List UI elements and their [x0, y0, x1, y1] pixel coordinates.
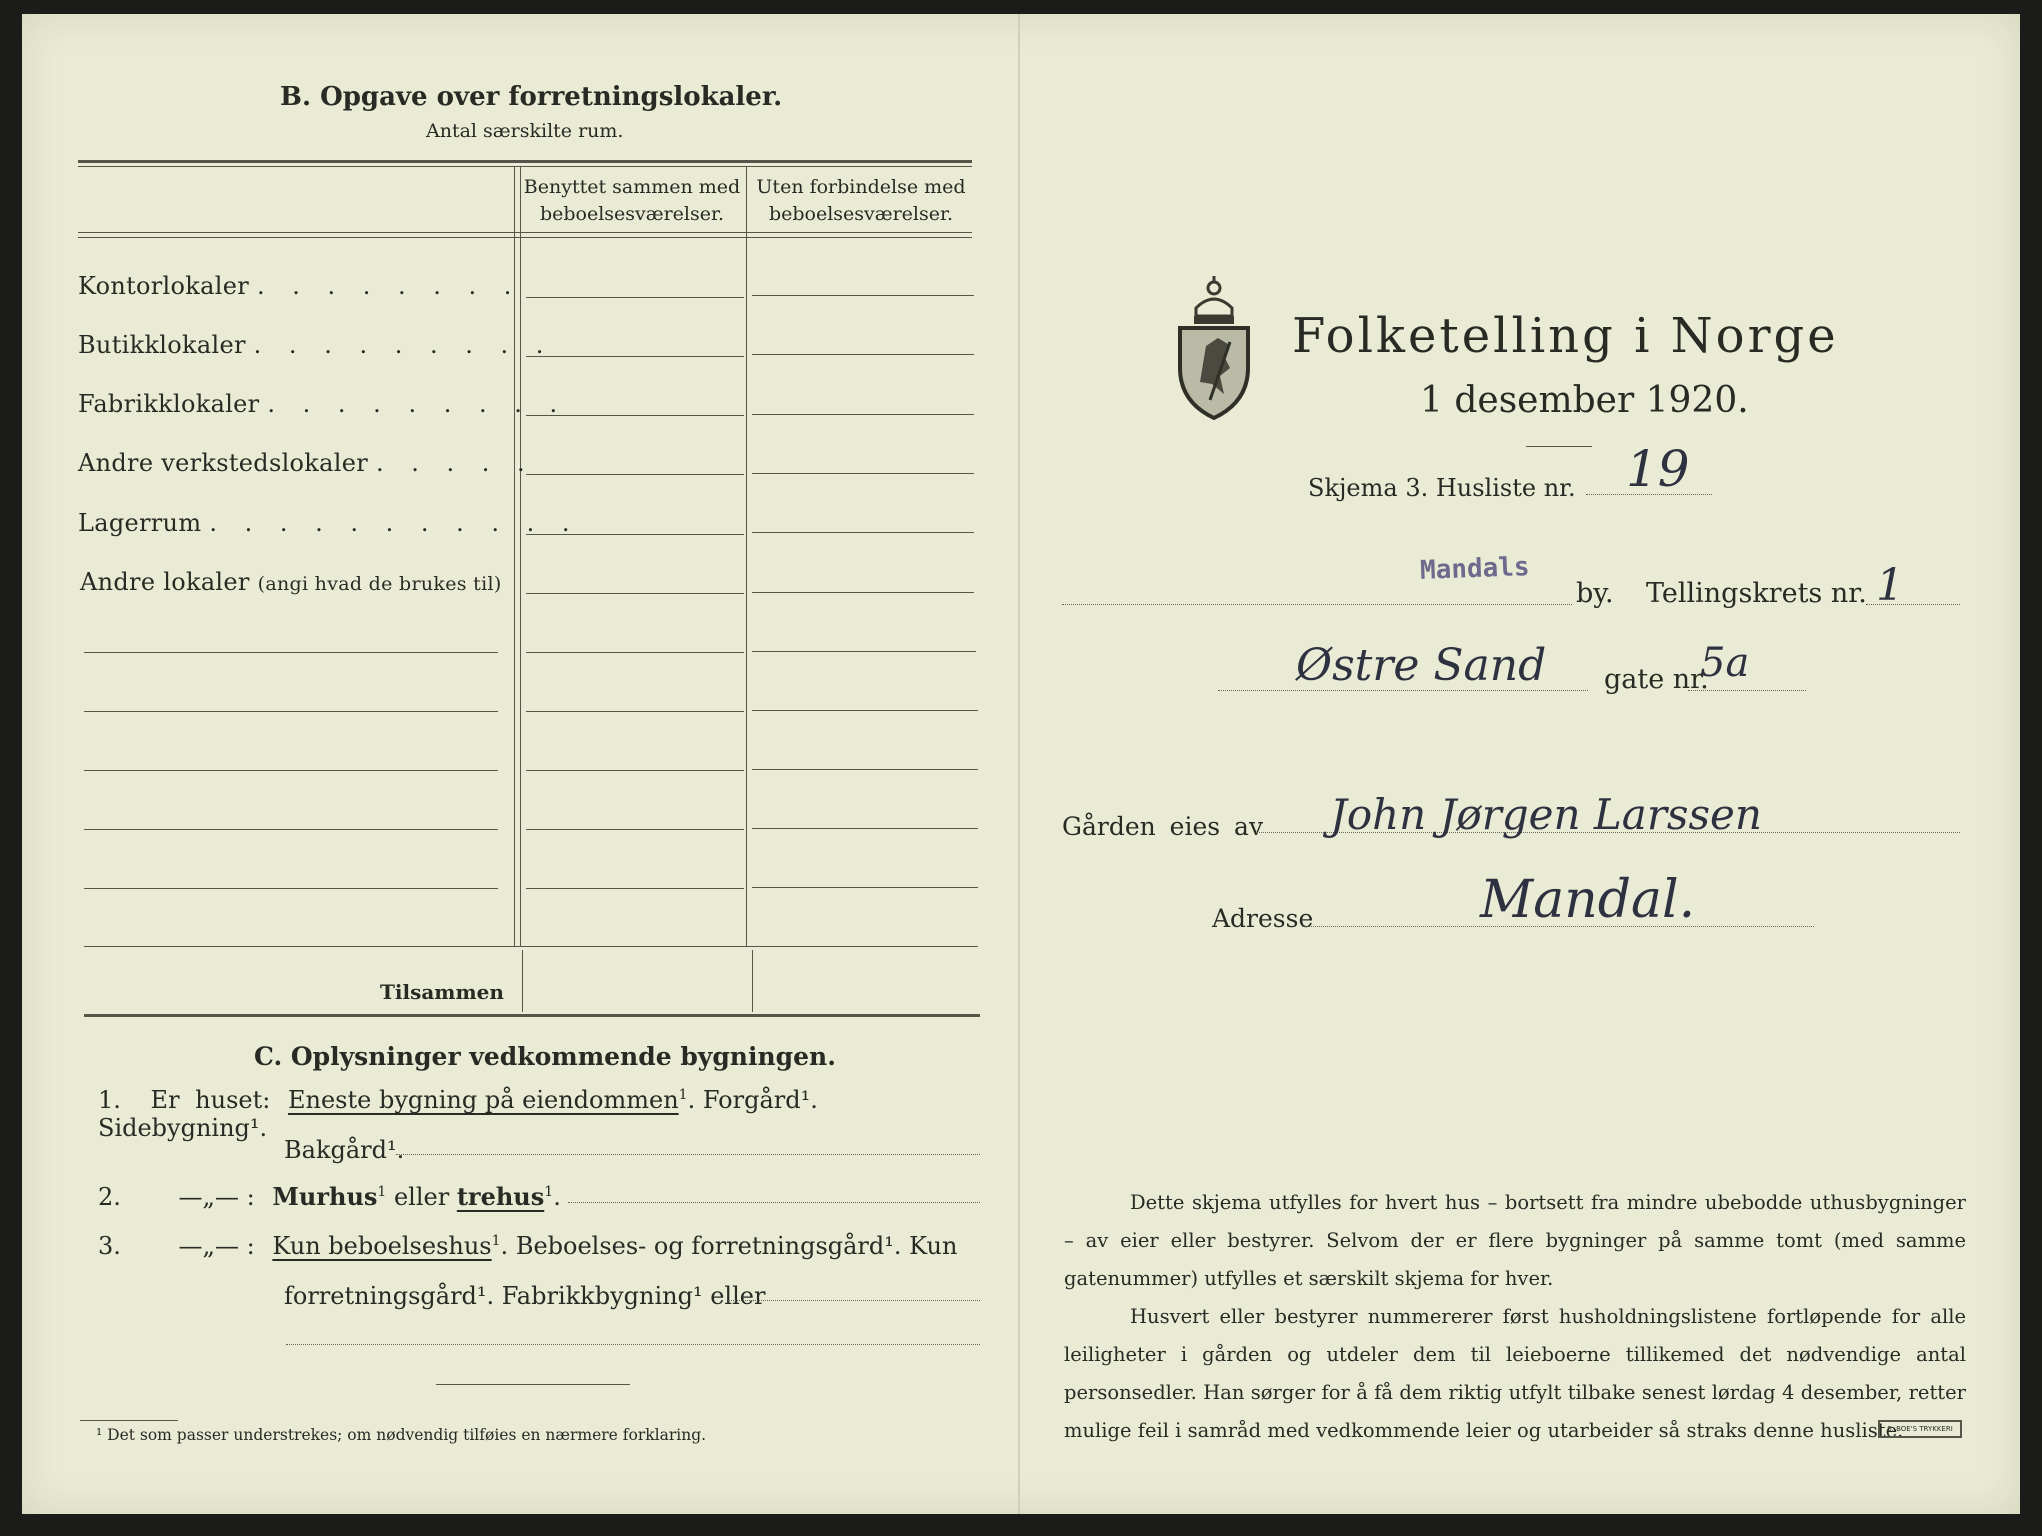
col2-header-line2: beboelsesværelser.	[768, 203, 954, 225]
coat-of-arms-icon	[1172, 272, 1256, 422]
form-date: 1 desember 1920.	[1420, 380, 1749, 421]
tellingskrets-nr-value[interactable]: 1	[1876, 560, 1904, 611]
page-fold	[1018, 14, 1020, 1514]
row-label-lagerrum: Lagerrum . . . . . . . . . . .	[78, 509, 580, 537]
section-b-title: B. Opgave over forretningslokaler.	[280, 82, 783, 112]
q3-option-underlined[interactable]: Kun beboelseshus	[272, 1232, 492, 1260]
husliste-nr-value[interactable]: 19	[1626, 440, 1690, 498]
address-value[interactable]: Mandal.	[1480, 870, 1696, 930]
printer-mark: S. BOE'S TRYKKERI	[1878, 1420, 1962, 1438]
street-line	[1218, 690, 1588, 691]
dot-leader: . . . . . . . . .	[253, 331, 554, 359]
dot-leader: . . . . . . . .	[256, 272, 522, 300]
cell-line	[752, 710, 978, 711]
col2-header	[750, 174, 972, 228]
q3-fill-line-2	[286, 1344, 980, 1345]
q1-line2: Bakgård¹.	[284, 1136, 405, 1164]
street-value[interactable]: Østre Sand	[1296, 640, 1547, 691]
section-b-subtitle: Antal særskilte rum.	[426, 120, 624, 142]
owner-value[interactable]: John Jørgen Larssen	[1330, 790, 1762, 839]
other-room-line	[84, 652, 498, 653]
total-top-rule	[84, 946, 978, 947]
husliste-nr-line	[1586, 494, 1712, 495]
cell-line	[526, 652, 744, 653]
owner-label: Gården eies av	[1062, 812, 1264, 841]
end-rule	[436, 1384, 630, 1385]
total-label: Tilsammen	[380, 980, 504, 1004]
cell-line	[526, 356, 744, 357]
col-divider-total-2	[752, 950, 753, 1012]
instruction-paragraph-1: Dette skjema utfylles for hvert hus – bortsett fra mindre ubebodde uthusbygninger – av eier eller bestyrer. Selvom der er flere bygninger på samme tomt (med samme gatenummer) utfylles et særskilt skjema for hver.	[1064, 1191, 1966, 1290]
q1-option-underlined[interactable]: Eneste bygning på eiendommen	[287, 1086, 679, 1114]
cell-line	[526, 711, 744, 712]
question-3: 3. —„— : Kun beboelseshus$^1$. Beboelses- og forretningsgård¹. Kun	[98, 1232, 958, 1260]
table-top-rule-2	[78, 166, 972, 167]
cell-line	[752, 651, 976, 652]
footnote-rule	[80, 1420, 178, 1421]
q3-fill-line	[728, 1300, 980, 1301]
cell-line	[752, 354, 974, 355]
row-label-andre-lokaler: Andre lokaler (angi hvad de brukes til)	[80, 568, 502, 596]
q3-prefix: —„— :	[178, 1232, 255, 1260]
cell-line	[526, 534, 744, 535]
city-line	[1062, 604, 1572, 605]
address-label: Adresse	[1212, 904, 1314, 933]
q1-number: 1.	[98, 1086, 121, 1114]
row-label-andre-verkstedslokaler: Andre verkstedslokaler . . . . .	[78, 449, 535, 477]
gate-label: gate nr.	[1604, 664, 1709, 695]
header-bottom-rule-2	[78, 237, 972, 238]
q3-line2: forretningsgård¹. Fabrikkbygning¹ eller	[284, 1282, 766, 1310]
q2-fill-line	[568, 1202, 980, 1203]
instruction-paragraph-2: Husvert eller bestyrer nummererer først husholdningslistene fortløpende for alle leiligheter i gården og utdeler dem til leieboerne tillikemed det nødvendige antal personsedler. Han sørger for å få dem riktig utfylt tilbake senest lørdag 4 desember, retter mulige feil i samråd med vedkommende leier og utarbeider så straks denne husliste.	[1064, 1305, 1966, 1442]
col-divider-2	[746, 166, 747, 946]
col1-header-line1: Benyttet sammen med	[523, 176, 741, 198]
city-stamp: Mandals	[1419, 552, 1531, 586]
q1-fill-line	[396, 1154, 980, 1155]
footnote: ¹ Det som passer understrekes; om nødvendig tilføies en nærmere forklaring.	[96, 1426, 707, 1444]
col1-header	[520, 174, 744, 228]
q3-options-rest: Beboelses- og forretningsgård¹. Kun	[508, 1232, 958, 1260]
dot-leader: . . . . . . . . . . .	[209, 509, 580, 537]
cell-line	[526, 415, 744, 416]
question-2: 2. —„— : Murhus$^1$ eller trehus$^1$.	[98, 1182, 561, 1211]
other-room-line	[84, 888, 498, 889]
question-1	[98, 1086, 978, 1142]
cell-line	[752, 473, 974, 474]
cell-line	[526, 888, 744, 889]
q3-sup: 1	[491, 1233, 501, 1249]
dot-leader: . . . . .	[375, 449, 535, 477]
q1-prefix: Er huset:	[150, 1086, 271, 1114]
section-c-title: C. Oplysninger vedkommende bygningen.	[254, 1042, 836, 1071]
table-top-rule	[78, 160, 972, 163]
schema-label: Skjema 3. Husliste nr.	[1308, 474, 1576, 502]
row-label-butikklokaler: Butikklokaler . . . . . . . . .	[78, 331, 554, 359]
husliste-mark	[1526, 446, 1592, 447]
tellingskrets-label: Tellingskrets nr.	[1646, 578, 1867, 609]
cell-line	[526, 474, 744, 475]
cell-line	[752, 295, 974, 296]
cell-line	[752, 414, 974, 415]
gate-nr-line	[1688, 690, 1806, 691]
tellingskrets-line	[1866, 604, 1960, 605]
col2-header-line1: Uten forbindelse med	[756, 176, 966, 198]
form-title: Folketelling i Norge	[1292, 308, 1839, 364]
q2-sup-2: 1	[544, 1184, 554, 1200]
total-bottom-rule	[84, 1014, 980, 1017]
other-room-line	[84, 711, 498, 712]
gate-nr-value[interactable]: 5a	[1700, 640, 1750, 686]
cell-line	[752, 769, 978, 770]
header-bottom-rule	[78, 232, 972, 233]
q1-sup: 1	[678, 1087, 688, 1103]
other-room-line	[84, 770, 498, 771]
col-divider-total-1	[522, 950, 523, 1012]
dot-leader: . . . . . . . . .	[267, 390, 568, 418]
cell-line	[526, 770, 744, 771]
cell-line	[526, 829, 744, 830]
cell-line	[526, 593, 744, 594]
q1-options-rest: . Forgård¹. Sidebygning¹.	[98, 1086, 818, 1142]
q3-number: 3.	[98, 1232, 121, 1260]
by-label: by.	[1576, 578, 1614, 609]
row-label-fabrikklokaler: Fabrikklokaler . . . . . . . . .	[78, 390, 568, 418]
row-label-kontorlokaler: Kontorlokaler . . . . . . . .	[78, 272, 522, 300]
cell-line	[752, 828, 978, 829]
row-note: (angi hvad de brukes til)	[257, 573, 502, 595]
cell-line	[526, 297, 744, 298]
cell-line	[752, 532, 974, 533]
q2-mid: eller	[386, 1183, 457, 1211]
instructions	[1064, 1184, 1966, 1450]
other-room-line	[84, 829, 498, 830]
q2-option-trehus[interactable]: trehus	[456, 1182, 545, 1211]
q2-number: 2.	[98, 1183, 121, 1211]
col1-header-line2: beboelsesværelser.	[539, 203, 725, 225]
q2-sup: 1	[377, 1184, 387, 1200]
cell-line	[752, 592, 974, 593]
q2-option-murhus[interactable]: Murhus	[272, 1182, 378, 1211]
q2-prefix: —„— :	[178, 1183, 255, 1211]
cell-line	[752, 887, 978, 888]
